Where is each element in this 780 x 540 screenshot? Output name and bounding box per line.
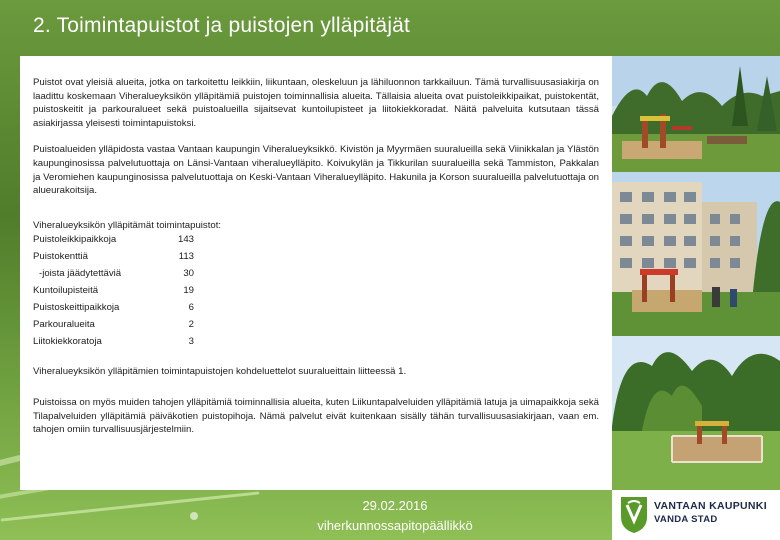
row-label: Puistokenttiä	[33, 251, 88, 263]
playground-photo	[612, 56, 780, 172]
maintenance-paragraph: Puistoalueiden ylläpidosta vastaa Vantaan kaupungin Viheralueyksikkö. Kivistön ja Myyrmäen suuralueilla sekä Viinikkalan ja Ylästön kaupunginosissa palvelutuottaja on Länsi-Vantaan viheralueylläpito. Koivukylän ja Tikkurilan suuralueilla sekä Tammiston, Pakkalan ja Veromiehen kaupunginosissa palvelutuottaja on Keski-Vantaan Viheralueylläpito. Hakunila ja Korson suuralueilla palvelutuottaja on alueurakoitsija.	[33, 144, 599, 197]
row-label: Parkouralueita	[33, 319, 95, 331]
footer-role: viherkunnossapitopäällikkö	[317, 518, 473, 533]
logo-line-finnish: VANTAAN KAUPUNKI	[654, 500, 767, 512]
row-label: Puistoleikkipaikkoja	[33, 234, 117, 246]
background-dew-drop	[190, 512, 198, 520]
row-value: 3	[188, 336, 194, 348]
forest-park-photo	[612, 336, 780, 490]
city-logo	[612, 490, 780, 540]
content-panel	[20, 56, 612, 490]
table-row	[33, 233, 194, 250]
table-row	[33, 301, 194, 318]
closing-paragraph: Puistoissa on myös muiden tahojen ylläpitämiä toiminnallisia alueita, kuten Liikuntapalveluiden ylläpitämiä latuja ja uimapaikkoja sekä Tilapalveluiden ylläpitämiä päiväkotien puistopihoja. Nämä palvelut eivät kuitenkaan sisälly tähän turvallisuusasiakirjaan, vaan em. tahojen omiin turvallisuusjärjestelmiin.	[33, 396, 599, 436]
row-value: 6	[188, 302, 194, 314]
logo-line-swedish: VANDA STAD	[654, 514, 718, 525]
row-label: Puistoskeittipaikkoja	[33, 302, 120, 314]
row-value: 113	[178, 251, 194, 263]
row-value: 30	[183, 268, 194, 280]
row-value: 2	[188, 319, 194, 331]
table-row	[33, 284, 194, 301]
slide-title: 2. Toimintapuistot ja puistojen ylläpitäjät	[33, 14, 411, 37]
park-count-table	[33, 233, 194, 352]
appendix-note: Viheralueyksikön ylläpitämien toimintapuistojen kohdeluettelot suuralueittain liitteessä 1.	[33, 366, 407, 378]
row-value: 143	[177, 234, 194, 246]
table-row	[33, 335, 194, 352]
row-label: Liitokiekkoratoja	[33, 336, 102, 348]
list-heading: Viheralueyksikön ylläpitämät toimintapuistot:	[33, 219, 222, 231]
intro-paragraph: Puistot ovat yleisiä alueita, jotka on tarkoitettu leikkiin, liikuntaan, oleskeluun ja lähiluonnon tarkkailuun. Tämä turvallisuusasiakirja on laadittu koskemaan Viheralueyksikön ylläpitämiä puistojen toiminnallisia alueita. Tällaisia alueita ovat puistoleikkipaikat, puistokentät, puistoskeitit ja parkouralueet sekä puistoalueilla sijaitsevat kuntoilupisteet ja liitokiekkoradat. Näitä palveluita kutsutaan tässä asiakirjassa yleisesti toimintapuistoksi.	[33, 77, 599, 129]
body-text	[33, 76, 599, 450]
row-label: Kuntoilupisteitä	[33, 285, 99, 297]
vantaa-emblem-icon	[619, 495, 649, 535]
footer-date: 29.02.2016	[362, 498, 428, 513]
table-row	[33, 267, 194, 284]
table-row	[33, 318, 194, 335]
apartment-playground-photo	[612, 172, 780, 336]
row-value: 19	[183, 285, 194, 297]
table-row	[33, 250, 194, 267]
row-label: -joista jäädytettäviä	[39, 268, 122, 280]
